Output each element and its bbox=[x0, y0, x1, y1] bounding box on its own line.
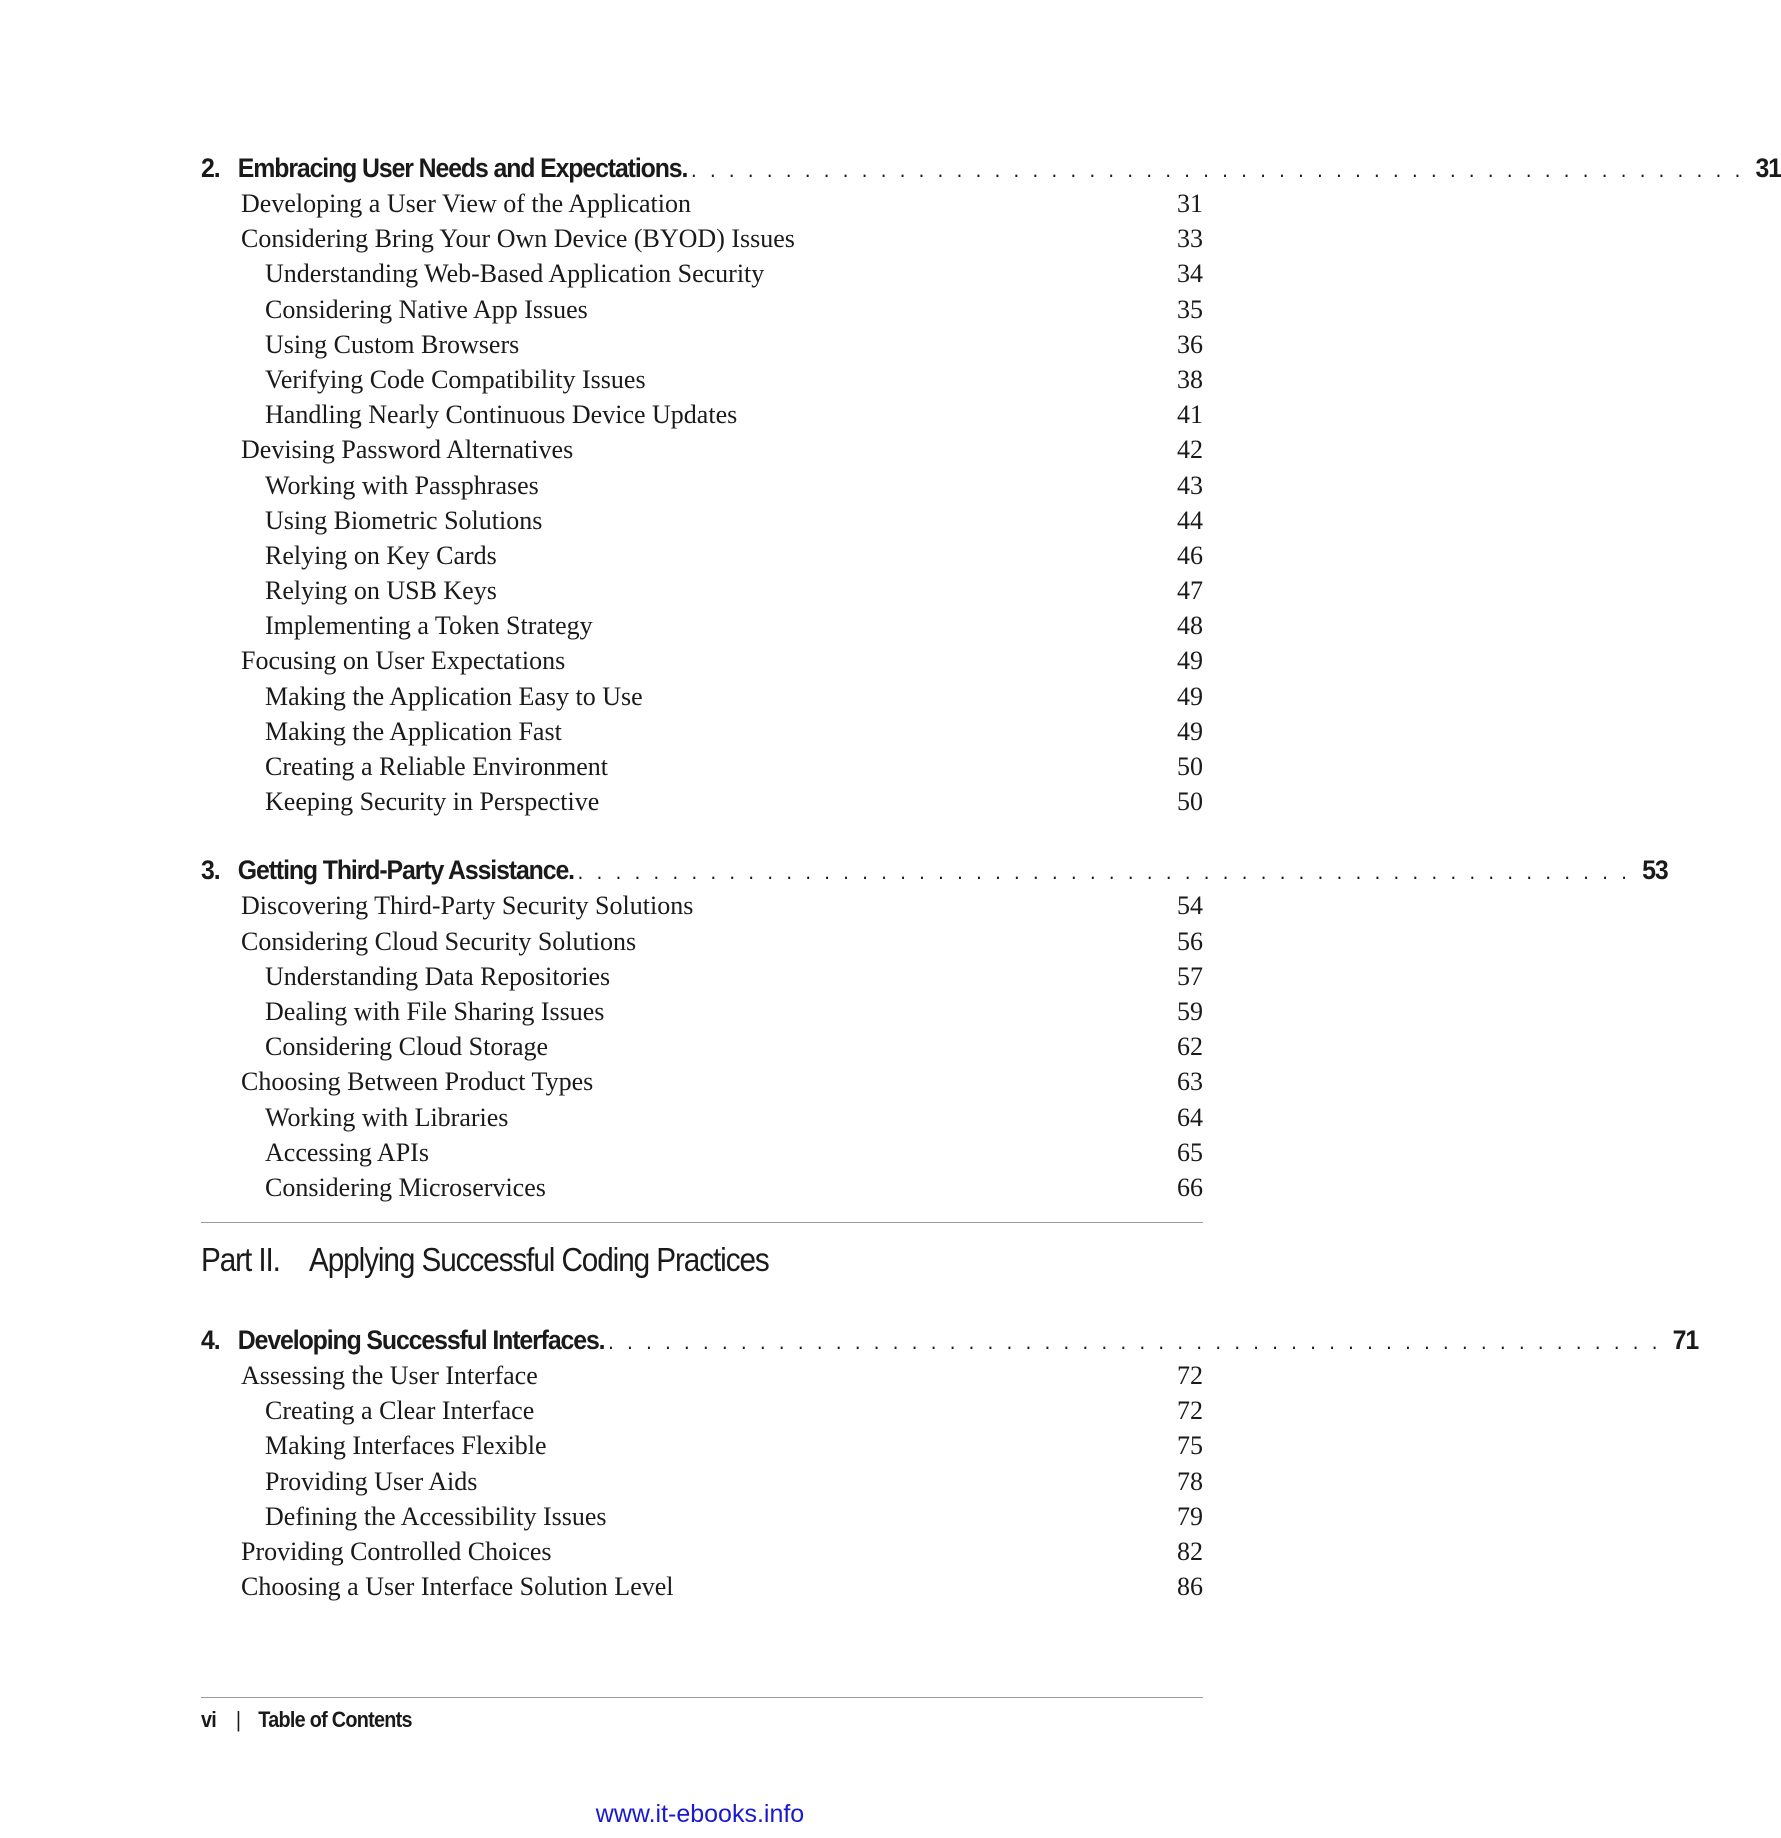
page-footer bbox=[201, 1705, 412, 1735]
toc-entry[interactable] bbox=[201, 1135, 1203, 1170]
toc-entry-title: Working with Libraries bbox=[265, 1102, 509, 1132]
toc-entry[interactable] bbox=[201, 292, 1203, 327]
toc-entry-page-number: 49 bbox=[1177, 681, 1203, 711]
toc-entry[interactable] bbox=[201, 1064, 1203, 1099]
toc-entry[interactable] bbox=[201, 1170, 1203, 1205]
leader-dots: . . . . . . . . . . . . . . . . . . . . . . . . . . . . . . . . . . . . . . . . . . . . . . . . . . . . . . . . bbox=[690, 157, 1745, 182]
toc-entry-title: Considering Bring Your Own Device (BYOD) Issues bbox=[241, 224, 795, 254]
footer-divider bbox=[201, 1697, 1203, 1698]
toc-entry[interactable] bbox=[201, 714, 1203, 749]
toc-entry[interactable] bbox=[201, 538, 1203, 573]
toc-entry[interactable] bbox=[201, 256, 1203, 291]
toc-entry-title: Accessing APIs bbox=[265, 1137, 429, 1167]
chapter-number: 4. bbox=[201, 1325, 220, 1356]
toc-entry[interactable] bbox=[201, 362, 1203, 397]
toc-entry-title: Verifying Code Compatibility Issues bbox=[265, 364, 646, 394]
toc-entry-page-number: 34 bbox=[1177, 259, 1203, 289]
watermark-link[interactable]: www.it-ebooks.info bbox=[595, 1800, 805, 1828]
chapter-page-number: 71 bbox=[1672, 1325, 1699, 1356]
toc-entry-title: Understanding Data Repositories bbox=[265, 961, 611, 991]
chapter-page-number: 31 bbox=[1755, 153, 1781, 183]
toc-entry-page-number: 36 bbox=[1177, 329, 1203, 359]
toc-entry-page-number: 79 bbox=[1177, 1501, 1203, 1531]
toc-entry[interactable] bbox=[201, 784, 1203, 819]
toc-entry[interactable] bbox=[201, 397, 1203, 432]
leader-dots: . . . . . . . . . . . . . . . . . . . . . . . . . . . . . . . . . . . . . . . . . . . . . . . . . . . . . . . . bbox=[608, 1329, 1662, 1355]
toc-entry[interactable] bbox=[201, 679, 1203, 714]
chapter-title: Embracing User Needs and Expectations. bbox=[237, 153, 688, 183]
toc-entry[interactable] bbox=[201, 221, 1203, 256]
leader-dots: . . . . . . . . . . . . . . . . . . . . . . . . . . . . . . . . . . . . . . . . . . . . . . . . . . . . . . . . bbox=[577, 859, 1631, 885]
toc-entry[interactable] bbox=[201, 888, 1203, 923]
toc-entry-page-number: 38 bbox=[1177, 364, 1203, 394]
toc-chapter-4 bbox=[201, 1322, 1699, 1604]
toc-entry-page-number: 66 bbox=[1177, 1172, 1203, 1202]
toc-entry-title: Working with Passphrases bbox=[265, 470, 539, 500]
footer-page-number: vi bbox=[201, 1707, 217, 1732]
toc-entry[interactable] bbox=[201, 1358, 1203, 1393]
chapter-heading[interactable] bbox=[201, 1322, 1699, 1358]
toc-entry-page-number: 31 bbox=[1177, 189, 1203, 218]
chapter-heading[interactable] bbox=[201, 150, 1781, 186]
toc-entry[interactable] bbox=[201, 432, 1203, 467]
toc-entry-page-number: 42 bbox=[1177, 435, 1203, 465]
toc-entry-page-number: 62 bbox=[1177, 1032, 1203, 1062]
toc-entry-page-number: 65 bbox=[1177, 1137, 1203, 1167]
toc-entry-title: Relying on USB Keys bbox=[265, 576, 497, 606]
toc-entry[interactable] bbox=[201, 186, 1203, 221]
toc-entry-page-number: 35 bbox=[1177, 294, 1203, 324]
toc-entry-page-number: 56 bbox=[1177, 926, 1203, 956]
toc-entry-title: Handling Nearly Continuous Device Updates bbox=[265, 400, 738, 430]
toc-entry-title: Creating a Reliable Environment bbox=[265, 752, 608, 781]
toc-entry-title: Developing a User View of the Application bbox=[241, 189, 691, 218]
toc-entry-title: Dealing with File Sharing Issues bbox=[265, 996, 605, 1026]
part-title: Applying Successful Coding Practices bbox=[309, 1241, 769, 1279]
toc-page-body bbox=[201, 150, 1781, 1604]
toc-chapter-2 bbox=[201, 150, 1781, 819]
toc-entry-page-number: 72 bbox=[1177, 1396, 1203, 1426]
toc-entry-page-number: 46 bbox=[1177, 540, 1203, 570]
toc-entry-title: Creating a Clear Interface bbox=[265, 1396, 535, 1426]
toc-entry-title: Using Biometric Solutions bbox=[265, 505, 543, 535]
toc-entry-page-number: 82 bbox=[1177, 1537, 1203, 1566]
toc-entry-title: Focusing on User Expectations bbox=[241, 646, 566, 676]
toc-entry-title: Providing User Aids bbox=[265, 1466, 478, 1496]
toc-entry-title: Implementing a Token Strategy bbox=[265, 611, 593, 641]
toc-entry-title: Providing Controlled Choices bbox=[241, 1537, 552, 1566]
toc-entry[interactable] bbox=[201, 468, 1203, 503]
chapter-title: Getting Third-Party Assistance. bbox=[237, 855, 574, 886]
toc-entry[interactable] bbox=[201, 994, 1203, 1029]
toc-entry[interactable] bbox=[201, 608, 1203, 643]
toc-entry[interactable] bbox=[201, 573, 1203, 608]
toc-entry-page-number: 57 bbox=[1177, 961, 1203, 991]
toc-entry[interactable] bbox=[201, 1029, 1203, 1064]
toc-entry-title: Considering Cloud Security Solutions bbox=[241, 926, 637, 956]
toc-chapter-3 bbox=[201, 852, 1668, 1205]
toc-entry[interactable] bbox=[201, 643, 1203, 678]
footer-separator: | bbox=[235, 1707, 241, 1732]
toc-entry-title: Making the Application Fast bbox=[265, 716, 562, 746]
toc-entry-page-number: 64 bbox=[1177, 1102, 1203, 1132]
toc-entry-title: Making Interfaces Flexible bbox=[265, 1431, 547, 1461]
toc-entry-title: Assessing the User Interface bbox=[241, 1361, 538, 1391]
toc-entry-page-number: 50 bbox=[1177, 752, 1203, 781]
toc-entry-title: Devising Password Alternatives bbox=[241, 435, 574, 465]
chapter-number: 2. bbox=[201, 153, 220, 183]
toc-entry-page-number: 72 bbox=[1177, 1361, 1203, 1391]
toc-entry-page-number: 86 bbox=[1177, 1572, 1203, 1602]
toc-entry-page-number: 49 bbox=[1177, 646, 1203, 676]
part-label: Part II. bbox=[201, 1241, 280, 1279]
toc-entry[interactable] bbox=[201, 503, 1203, 538]
toc-entry[interactable] bbox=[201, 1393, 1203, 1428]
toc-entry-title: Relying on Key Cards bbox=[265, 540, 497, 570]
toc-entry[interactable] bbox=[201, 1534, 1203, 1569]
part-divider bbox=[201, 1222, 1203, 1223]
chapter-entries bbox=[201, 186, 1203, 819]
toc-entry-page-number: 75 bbox=[1177, 1431, 1203, 1461]
toc-entry[interactable] bbox=[201, 959, 1203, 994]
toc-entry-title: Defining the Accessibility Issues bbox=[265, 1501, 607, 1531]
toc-entry-page-number: 41 bbox=[1177, 400, 1203, 430]
toc-entry-title: Making the Application Easy to Use bbox=[265, 681, 643, 711]
toc-entry-page-number: 33 bbox=[1177, 224, 1203, 254]
chapter-entries bbox=[201, 1358, 1203, 1604]
toc-entry-title: Choosing Between Product Types bbox=[241, 1067, 594, 1097]
toc-entry[interactable] bbox=[201, 327, 1203, 362]
toc-entry[interactable] bbox=[201, 1569, 1203, 1604]
toc-entry-title: Keeping Security in Perspective bbox=[265, 787, 600, 817]
toc-entry-title: Discovering Third-Party Security Solutions bbox=[241, 891, 694, 921]
chapter-title: Developing Successful Interfaces. bbox=[237, 1325, 605, 1356]
toc-entry[interactable] bbox=[201, 924, 1203, 959]
toc-entry-page-number: 59 bbox=[1177, 996, 1203, 1026]
toc-entry[interactable] bbox=[201, 1464, 1203, 1499]
toc-entry-page-number: 78 bbox=[1177, 1466, 1203, 1496]
toc-entry-page-number: 63 bbox=[1177, 1067, 1203, 1097]
toc-entry-page-number: 50 bbox=[1177, 787, 1203, 817]
chapter-page-number: 53 bbox=[1642, 855, 1668, 886]
toc-entry-title: Considering Microservices bbox=[265, 1172, 546, 1202]
part-heading bbox=[201, 1234, 1103, 1286]
chapter-entries bbox=[201, 888, 1203, 1205]
toc-entry-title: Considering Native App Issues bbox=[265, 294, 588, 324]
toc-entry[interactable] bbox=[201, 1499, 1203, 1534]
toc-entry-page-number: 54 bbox=[1177, 891, 1203, 921]
toc-entry-title: Considering Cloud Storage bbox=[265, 1032, 549, 1062]
toc-entry[interactable] bbox=[201, 749, 1203, 784]
toc-entry-title: Using Custom Browsers bbox=[265, 329, 520, 359]
chapter-heading[interactable] bbox=[201, 852, 1668, 888]
footer-section-title: Table of Contents bbox=[258, 1707, 412, 1732]
toc-entry[interactable] bbox=[201, 1100, 1203, 1135]
chapter-number: 3. bbox=[201, 855, 220, 886]
toc-entry-title: Understanding Web-Based Application Security bbox=[265, 259, 765, 289]
toc-entry-page-number: 43 bbox=[1177, 470, 1203, 500]
toc-entry-page-number: 44 bbox=[1177, 505, 1203, 535]
toc-entry-page-number: 47 bbox=[1177, 576, 1203, 606]
toc-entry-title: Choosing a User Interface Solution Level bbox=[241, 1572, 674, 1602]
toc-entry-page-number: 48 bbox=[1177, 611, 1203, 641]
toc-entry-page-number: 49 bbox=[1177, 716, 1203, 746]
toc-entry[interactable] bbox=[201, 1428, 1203, 1463]
